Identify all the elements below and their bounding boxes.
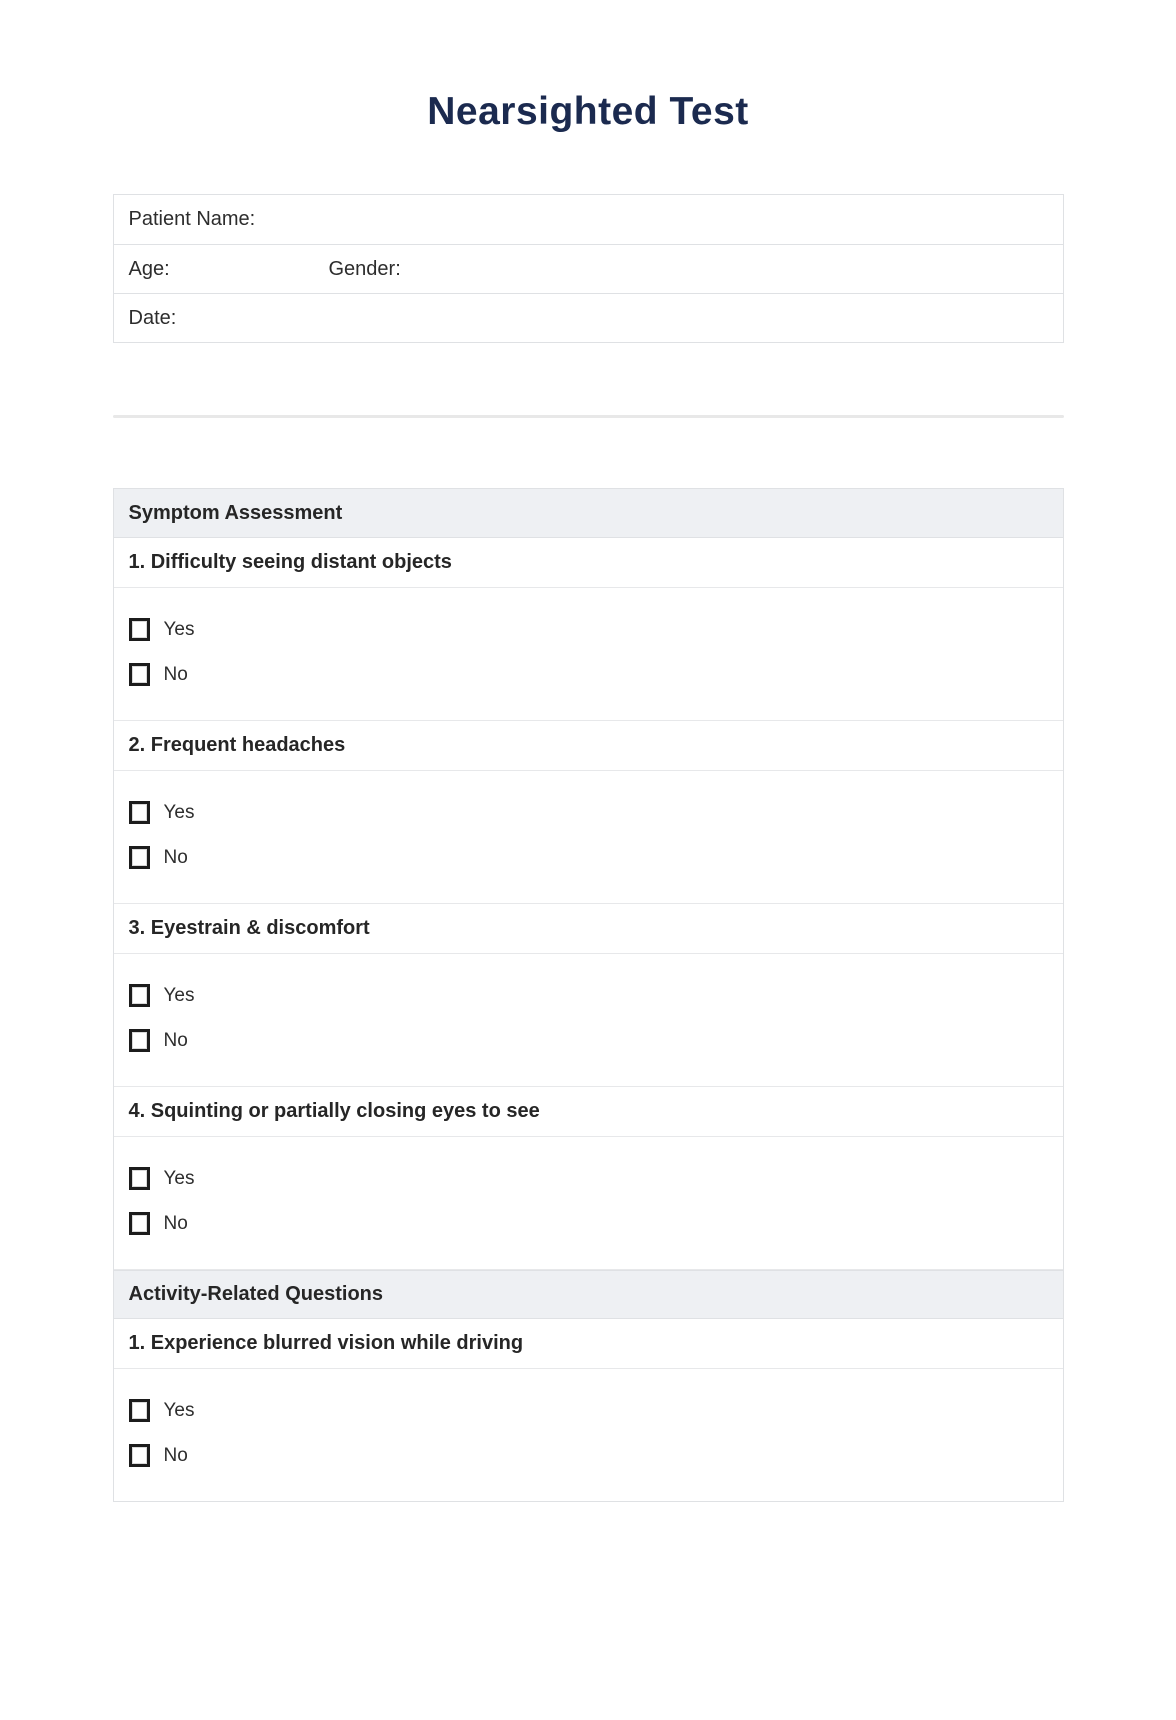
patient-name-row (114, 195, 1063, 244)
answer-options (114, 1137, 1063, 1269)
question-bar (114, 538, 1063, 588)
no-checkbox[interactable] (129, 1212, 150, 1235)
section-header (114, 1270, 1063, 1319)
question-block (114, 904, 1063, 1087)
no-option-row (129, 1444, 1048, 1467)
question-bar (114, 1319, 1063, 1369)
gender-field[interactable] (401, 258, 1048, 281)
question-bar (114, 904, 1063, 954)
question-text: 3. Eyestrain & discomfort (128, 917, 370, 939)
content-column (113, 194, 1064, 1502)
yes-option-row (129, 801, 1048, 824)
no-label: No (163, 1029, 188, 1051)
no-option-row (129, 663, 1048, 686)
question-bar (114, 1087, 1063, 1137)
question-block (114, 538, 1063, 721)
question-text: 1. Difficulty seeing distant objects (128, 551, 452, 573)
question-text: 2. Frequent headaches (128, 734, 346, 756)
question-block (114, 1087, 1063, 1270)
no-label: No (163, 1444, 188, 1466)
yes-checkbox[interactable] (129, 618, 150, 641)
no-label: No (163, 846, 188, 868)
no-option-row (129, 846, 1048, 869)
form-page (0, 90, 1176, 1720)
section-header (114, 489, 1063, 538)
question-text: 4. Squinting or partially closing eyes to see (128, 1100, 540, 1122)
yes-checkbox[interactable] (129, 1399, 150, 1422)
yes-label: Yes (163, 1399, 195, 1421)
page-title: Nearsighted Test (427, 90, 749, 133)
no-checkbox[interactable] (129, 1444, 150, 1467)
question-block (114, 721, 1063, 904)
assessment-form (113, 488, 1064, 1502)
age-field-group (129, 258, 329, 281)
yes-label: Yes (163, 1167, 195, 1189)
no-checkbox[interactable] (129, 663, 150, 686)
patient-name-field[interactable] (255, 195, 1047, 244)
yes-checkbox[interactable] (129, 1167, 150, 1190)
yes-label: Yes (163, 984, 195, 1006)
answer-options (114, 588, 1063, 720)
no-checkbox[interactable] (129, 846, 150, 869)
section-header-label: Symptom Assessment (128, 501, 343, 524)
yes-option-row (129, 1167, 1048, 1190)
question-bar (114, 721, 1063, 771)
yes-label: Yes (163, 801, 195, 823)
no-option-row (129, 1029, 1048, 1052)
no-label: No (163, 663, 188, 685)
no-label: No (163, 1212, 188, 1234)
yes-label: Yes (163, 618, 195, 640)
gender-field-group (329, 258, 1048, 281)
date-field[interactable] (176, 294, 1047, 342)
age-label: Age: (128, 257, 170, 280)
question-text: 1. Experience blurred vision while driving (128, 1332, 524, 1354)
yes-option-row (129, 984, 1048, 1007)
date-label: Date: (128, 306, 177, 329)
age-gender-row (114, 244, 1063, 293)
answer-options (114, 1369, 1063, 1501)
yes-checkbox[interactable] (129, 984, 150, 1007)
yes-checkbox[interactable] (129, 801, 150, 824)
answer-options (114, 771, 1063, 903)
yes-option-row (129, 1399, 1048, 1422)
yes-option-row (129, 618, 1048, 641)
gender-label: Gender: (328, 257, 401, 280)
section-header-label: Activity-Related Questions (128, 1283, 384, 1305)
section-divider (113, 415, 1064, 418)
age-field[interactable] (170, 258, 329, 281)
patient-name-label: Patient Name: (128, 208, 256, 230)
patient-info-table (113, 194, 1064, 343)
no-option-row (129, 1212, 1048, 1235)
question-block (114, 1319, 1063, 1501)
answer-options (114, 954, 1063, 1086)
no-checkbox[interactable] (129, 1029, 150, 1052)
date-row (114, 293, 1063, 342)
